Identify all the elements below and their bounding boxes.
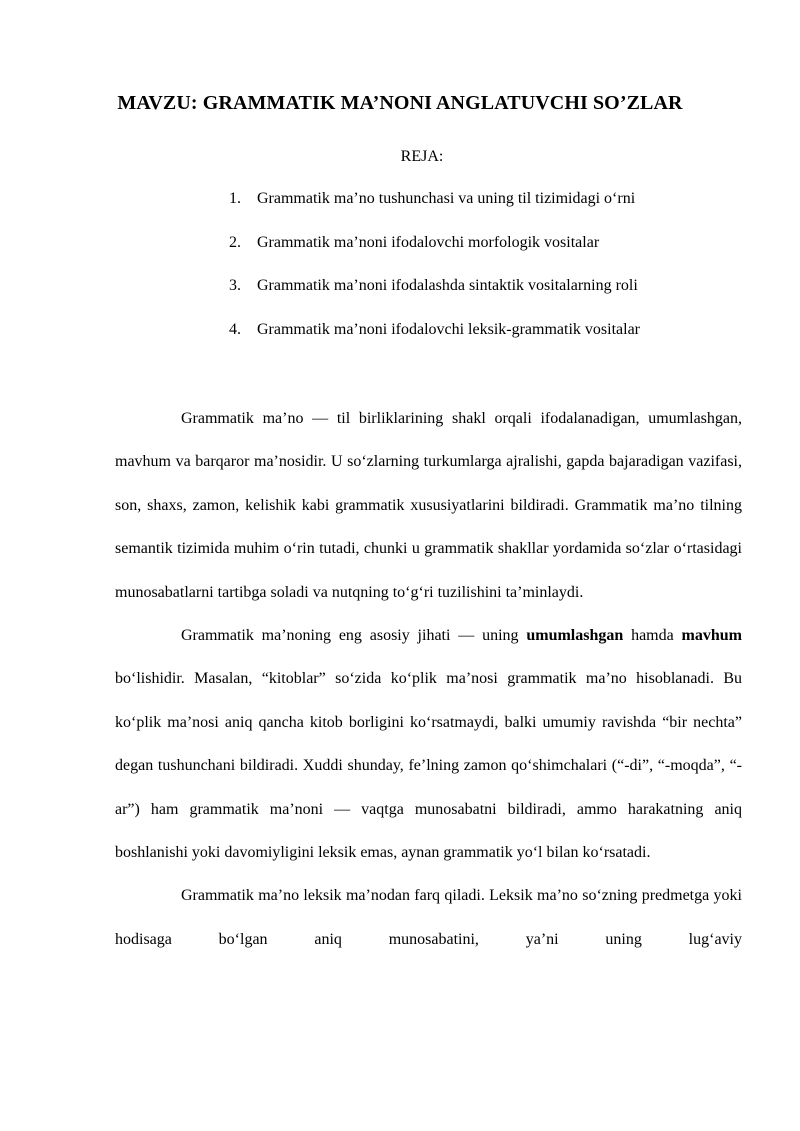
paragraph-1: Grammatik ma’no — til birliklarining shakl orqali ifodalanadigan, umumlashgan, mavhum va barqaror ma’nosidir. U so‘zlarning turkumlarga ajralishi, gapda bajaradigan vazifasi, son, shaxs, zamon, kelishik kabi grammatik xususiyatlarini bildiradi. Grammatik ma’no tilning semantik tizimida muhim o‘rin tutadi, chunki u grammatik shakllar yordamida so‘zlar o‘rtasidagi munosabatlarni tartibga soladi va nutqning to‘g‘ri tuzilishini ta’minlaydi.: [115, 410, 742, 601]
bold-term-mavhum: mavhum: [681, 627, 742, 645]
plan-item-number: 3.: [229, 277, 241, 294]
plan-item: [229, 319, 640, 363]
plan-item-text: Grammatik ma’no tushunchasi va uning til tizimidagi o‘rni: [257, 190, 636, 207]
plan-item-number: 4.: [229, 320, 241, 338]
plan-item-text: Grammatik ma’noni ifodalovchi leksik-grammatik vositalar: [257, 320, 641, 338]
plan-item: [229, 275, 640, 319]
document-title: MAVZU: GRAMMATIK MA’NONI ANGLATUVCHI SO’ZLAR: [117, 92, 683, 114]
bold-term-umumlashgan: umumlashgan: [526, 627, 624, 645]
plan-item-text: Grammatik ma’noni ifodalovchi morfologik vositalar: [257, 233, 600, 251]
plan-item: [229, 232, 640, 276]
plan-item-number: 1.: [229, 190, 241, 207]
plan-list: [229, 188, 640, 362]
paragraph-2-text-d: bo‘lishidir. Masalan, “kitoblar” so‘zida ko‘plik ma’nosi grammatik ma’no hisoblanadi. Bu ko‘plik ma’nosi aniq qancha kitob borligini ko‘rsatmaydi, balki umumiy ravishda “bir nechta” degan tushunchani bildiradi. Xuddi shunday, fe’lning zamon qo‘shimchalari (“-di”, “-moqda”, “-ar”) ham grammatik ma’noni — vaqtga munosabatni bildiradi, ammo harakatning aniq boshlanishi yoki davomiyligini leksik emas, aynan grammatik yo‘l bilan ko‘rsatadi.: [115, 670, 742, 862]
document-body: [115, 397, 742, 961]
paragraph-3: Grammatik ma’no leksik ma’nodan farq qiladi. Leksik ma’no so‘zning predmetga yoki hodisaga bo‘lgan aniq munosabatini, ya’ni uning lug‘aviy: [115, 887, 742, 948]
plan-item: [229, 188, 640, 232]
paragraph-2-text-c: hamda: [623, 627, 682, 645]
paragraph-2: [115, 614, 742, 874]
plan-item-number: 2.: [229, 233, 241, 251]
plan-heading: REJA:: [400, 148, 444, 165]
plan-item-text: Grammatik ma’noni ifodalashda sintaktik vositalarning roli: [257, 277, 638, 294]
paragraph-2-text-a: Grammatik ma’noning eng asosiy jihati — uning: [181, 627, 527, 645]
